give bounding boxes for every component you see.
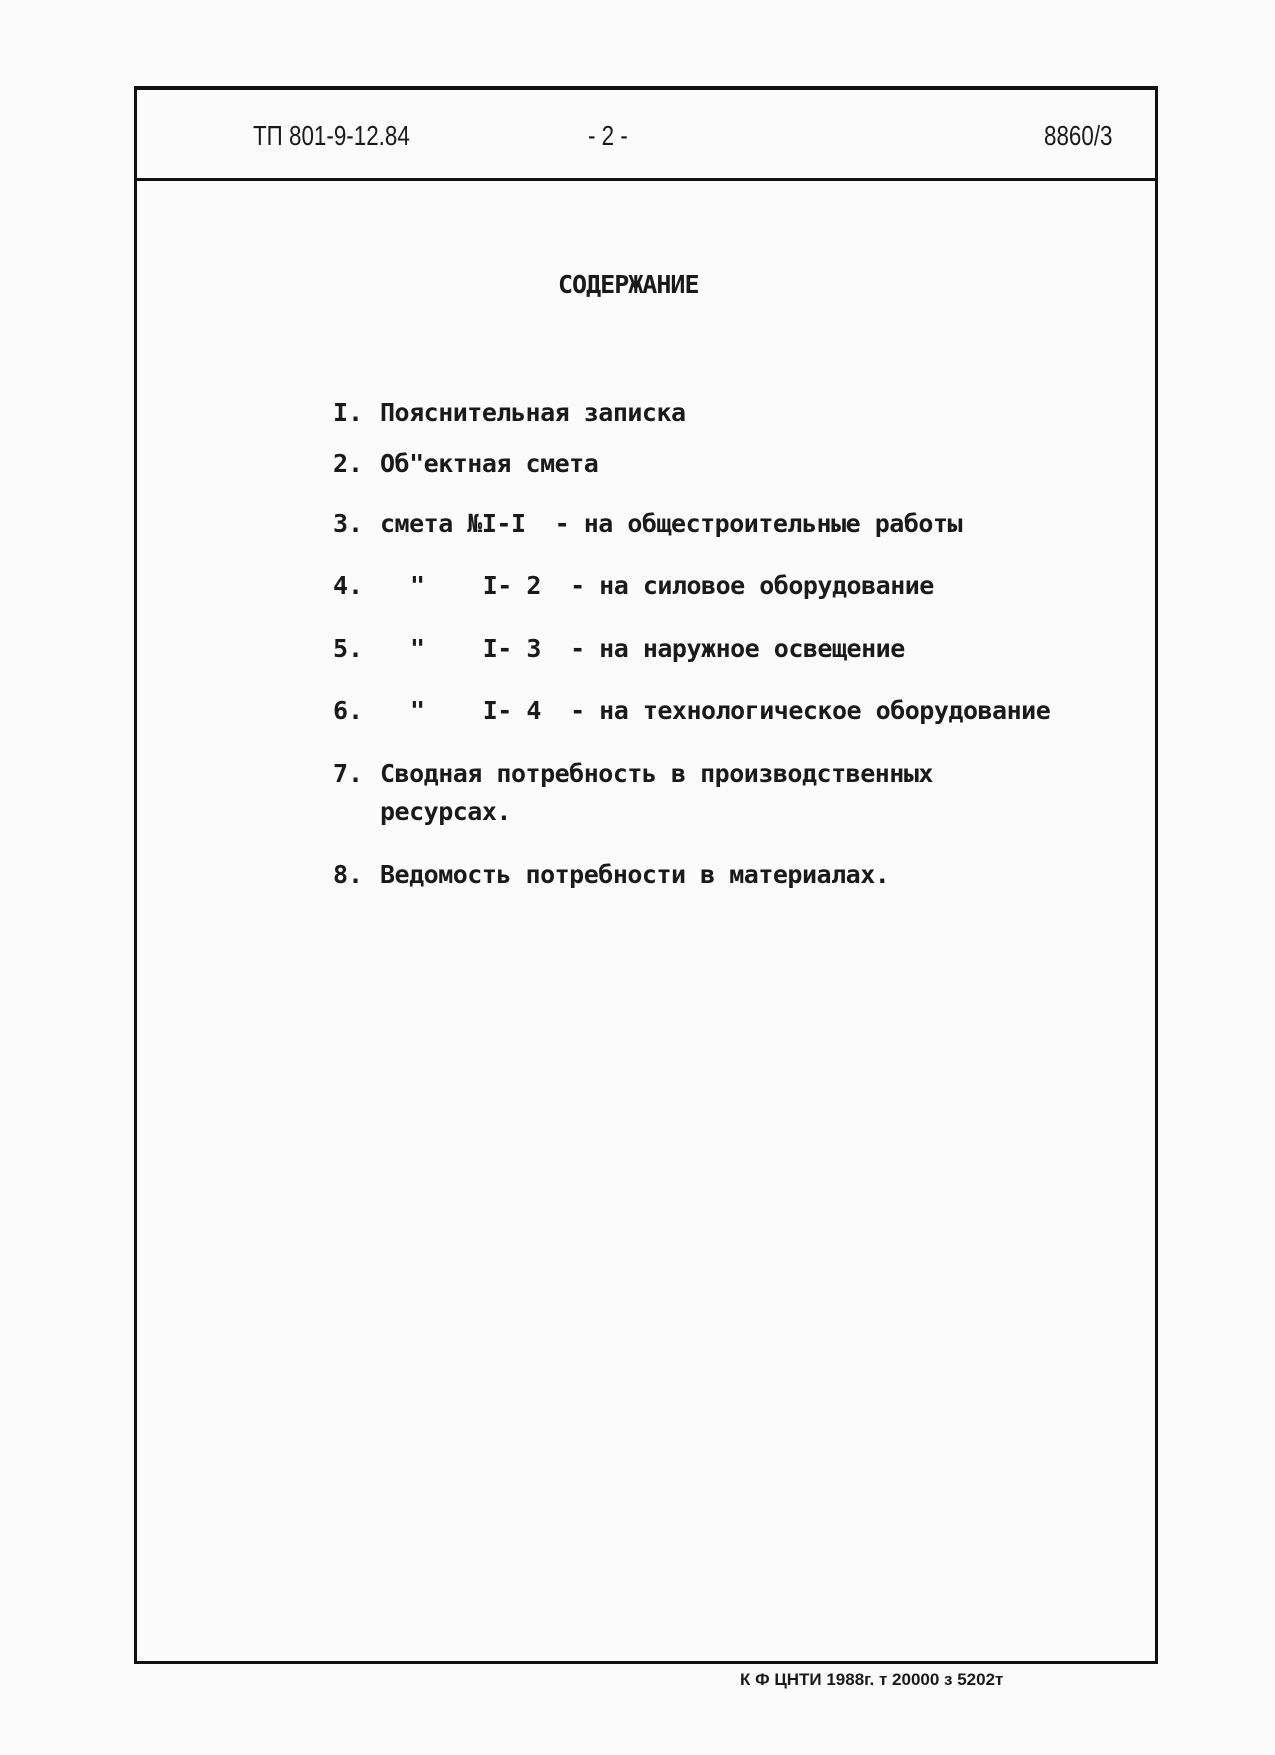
list-item: " I- 4 - на технологическое оборудование (410, 696, 1051, 725)
item-number: 8. (333, 860, 364, 889)
print-imprint: К Ф ЦНТИ 1988г. т 20000 з 5202т (740, 1670, 1004, 1689)
item-number: I. (333, 398, 364, 427)
list-item: " I- 2 - на силовое оборудование (410, 571, 934, 600)
list-item: Пояснительная записка (380, 398, 686, 427)
item-number: 7. (333, 759, 364, 788)
list-item: Об"ектная смета (380, 449, 599, 478)
header-divider (134, 178, 1158, 181)
page-title: СОДЕРЖАНИЕ (558, 270, 699, 299)
list-item: смета №I-I - на общестроительные работы (380, 509, 963, 538)
list-item-continuation: ресурсах. (380, 797, 511, 826)
sheet-number: 8860/3 (1044, 120, 1113, 151)
item-number: 2. (333, 449, 364, 478)
item-number: 6. (333, 696, 364, 725)
item-number: 4. (333, 571, 364, 600)
list-item: " I- 3 - на наружное освещение (410, 634, 905, 663)
list-item: Сводная потребность в производственных (380, 759, 933, 788)
page-number: - 2 - (588, 120, 628, 151)
item-number: 5. (333, 634, 364, 663)
item-number: 3. (333, 509, 364, 538)
document-code: ТП 801-9-12.84 (253, 120, 410, 151)
list-item: Ведомость потребности в материалах. (380, 860, 890, 889)
